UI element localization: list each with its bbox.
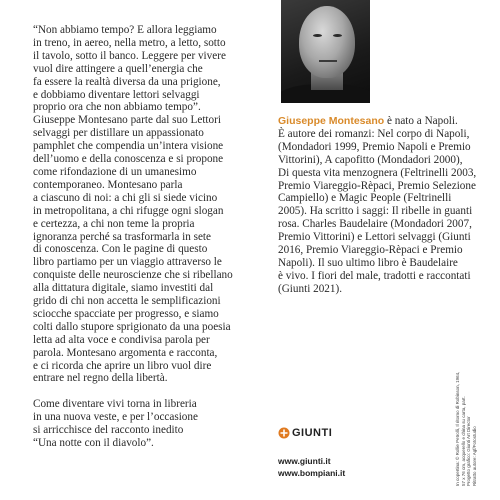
blurb-line: vuol dire attingere a quell’energia che	[33, 62, 203, 75]
credit-line: Progetto grafico: Giunti Art Director	[466, 416, 472, 486]
url-bompiani[interactable]: www.bompiani.it	[278, 468, 346, 478]
closing-line: “Una notte con il diavolo”.	[33, 436, 154, 449]
bio-line: Campiello) e Magic People (Feltrinelli	[278, 192, 452, 205]
blurb-line: conquiste delle neuroscienze che si ribellano	[33, 269, 233, 282]
blurb-line: alla dittatura digitale, siamo investiti dal	[33, 282, 214, 295]
blurb-line: Giuseppe Montesano parte dal suo Lettori	[33, 114, 221, 127]
blurb-line: in metropolitana, a chi rifugge ogni slogan	[33, 204, 224, 217]
blurb-line: pamphlet che compendia un’intera visione	[33, 140, 224, 153]
giunti-logo-icon	[278, 427, 290, 439]
author-bio	[278, 115, 477, 296]
blurb-line: e ci ricorda che aprire un libro vuol dire	[33, 359, 212, 372]
author-name: Giuseppe Montesano	[278, 115, 385, 127]
blurb-line: entrare nel regno della libertà.	[33, 372, 168, 385]
blurb-line: fa essere la realtà diversa da una prigione,	[33, 75, 221, 88]
bio-line: È autore dei romanzi: Nel corpo di Napoli,	[278, 127, 470, 140]
blurb-line: come rifondazione di un umanesimo	[33, 165, 197, 178]
portrait-head	[299, 6, 355, 78]
credit-line: 57 x 76 cm, acquerello e china su carta, part.	[460, 396, 466, 486]
bio-line: Napoli). Il suo ultimo libro è Baudelaire	[278, 256, 458, 269]
portrait-mouth	[319, 60, 337, 62]
cover-credits	[455, 372, 477, 486]
blurb-line: sciocche spacciate per progresso, e siamo	[33, 307, 219, 320]
blurb-line: libro partiamo per un viaggio attraverso le	[33, 256, 222, 269]
blurb-paragraph	[33, 24, 238, 385]
blurb-line: dell’uomo e della conoscenza e si propone	[33, 153, 224, 166]
credit-line: Ritratto autore: Agf/Fotostudio	[471, 426, 477, 486]
blurb-column	[33, 24, 238, 450]
bio-line: (Mondadori 1999, Premio Napoli e Premio	[278, 140, 471, 153]
bio-line: Premio Vittorini) e Lettori selvaggi (Giunti	[278, 231, 471, 244]
closing-line: si arricchisce del racconto inedito	[33, 423, 184, 436]
blurb-line: parola. Montesano argomenta e racconta,	[33, 346, 218, 359]
blurb-line: grido di chi non accetta le semplificazioni	[33, 295, 221, 308]
portrait-eye	[333, 34, 342, 37]
blurb-line: selvaggi per distillare un appassionato	[33, 127, 204, 140]
bio-line: rosa. Charles Baudelaire (Mondadori 2007,	[278, 218, 472, 231]
closing-line: in una nuova veste, e per l’occasione	[33, 410, 198, 423]
blurb-line: colti dallo stupore sprigionato da una poesia	[33, 320, 231, 333]
blurb-line: in treno, in aereo, nella metro, a letto, sotto	[33, 36, 226, 49]
blurb-line: e certezza, a chi non teme la propria	[33, 217, 195, 230]
bio-line: Di questa vita menzognera (Feltrinelli 2003,	[278, 166, 477, 179]
author-portrait	[281, 0, 370, 103]
closing-line: Come diventare vivi torna in libreria	[33, 397, 197, 410]
bio-line: Vittorini), A capofitto (Mondadori 2000),	[278, 153, 463, 166]
bio-line: 2005). Ha scritto i saggi: Il ribelle in guanti	[278, 205, 473, 218]
bio-line: 2016, Premio Viareggio-Rèpaci e Premio	[278, 244, 463, 257]
publisher-name: GIUNTI	[292, 427, 333, 439]
blurb-line: proprio ora che non abbiamo tempo”.	[33, 101, 201, 114]
bio-line: (Giunti 2021).	[278, 282, 343, 295]
blurb-line: di conoscenza. Con le pagine di questo	[33, 243, 208, 256]
portrait-eye	[313, 34, 322, 37]
bio-first-line	[278, 115, 473, 128]
publisher-logo	[278, 426, 332, 440]
blurb-line: “Non abbiamo tempo? E allora leggiamo	[33, 24, 217, 36]
blurb-line: il tavolo, sotto il banco. Leggere per vivere	[33, 49, 226, 62]
bio-line: Premio Viareggio-Rèpaci, Premio Selezione	[278, 179, 476, 192]
blurb-line: ignoranza perché sa trasformarla in sete	[33, 230, 211, 243]
blurb-line: a ciascuno di noi: a chi gli si siede vicino	[33, 191, 218, 204]
bio-line: è nato a Napoli.	[384, 115, 458, 127]
bio-line: è vivo. I fiori del male, tradotti e raccontati	[278, 269, 471, 282]
blurb-line: contemporaneo. Montesano parla	[33, 178, 183, 191]
closing-paragraph	[33, 398, 238, 450]
url-giunti[interactable]: www.giunti.it	[278, 456, 331, 466]
bio-paragraph	[278, 115, 477, 296]
blurb-line: e dobbiamo diventare lettori selvaggi	[33, 88, 200, 101]
blurb-line: letta ad alta voce e condivisa parola per	[33, 333, 210, 346]
credit-line: In copertina: © Rollie Petrolli, Il ritorno di Robinson, 1964,	[455, 371, 460, 486]
